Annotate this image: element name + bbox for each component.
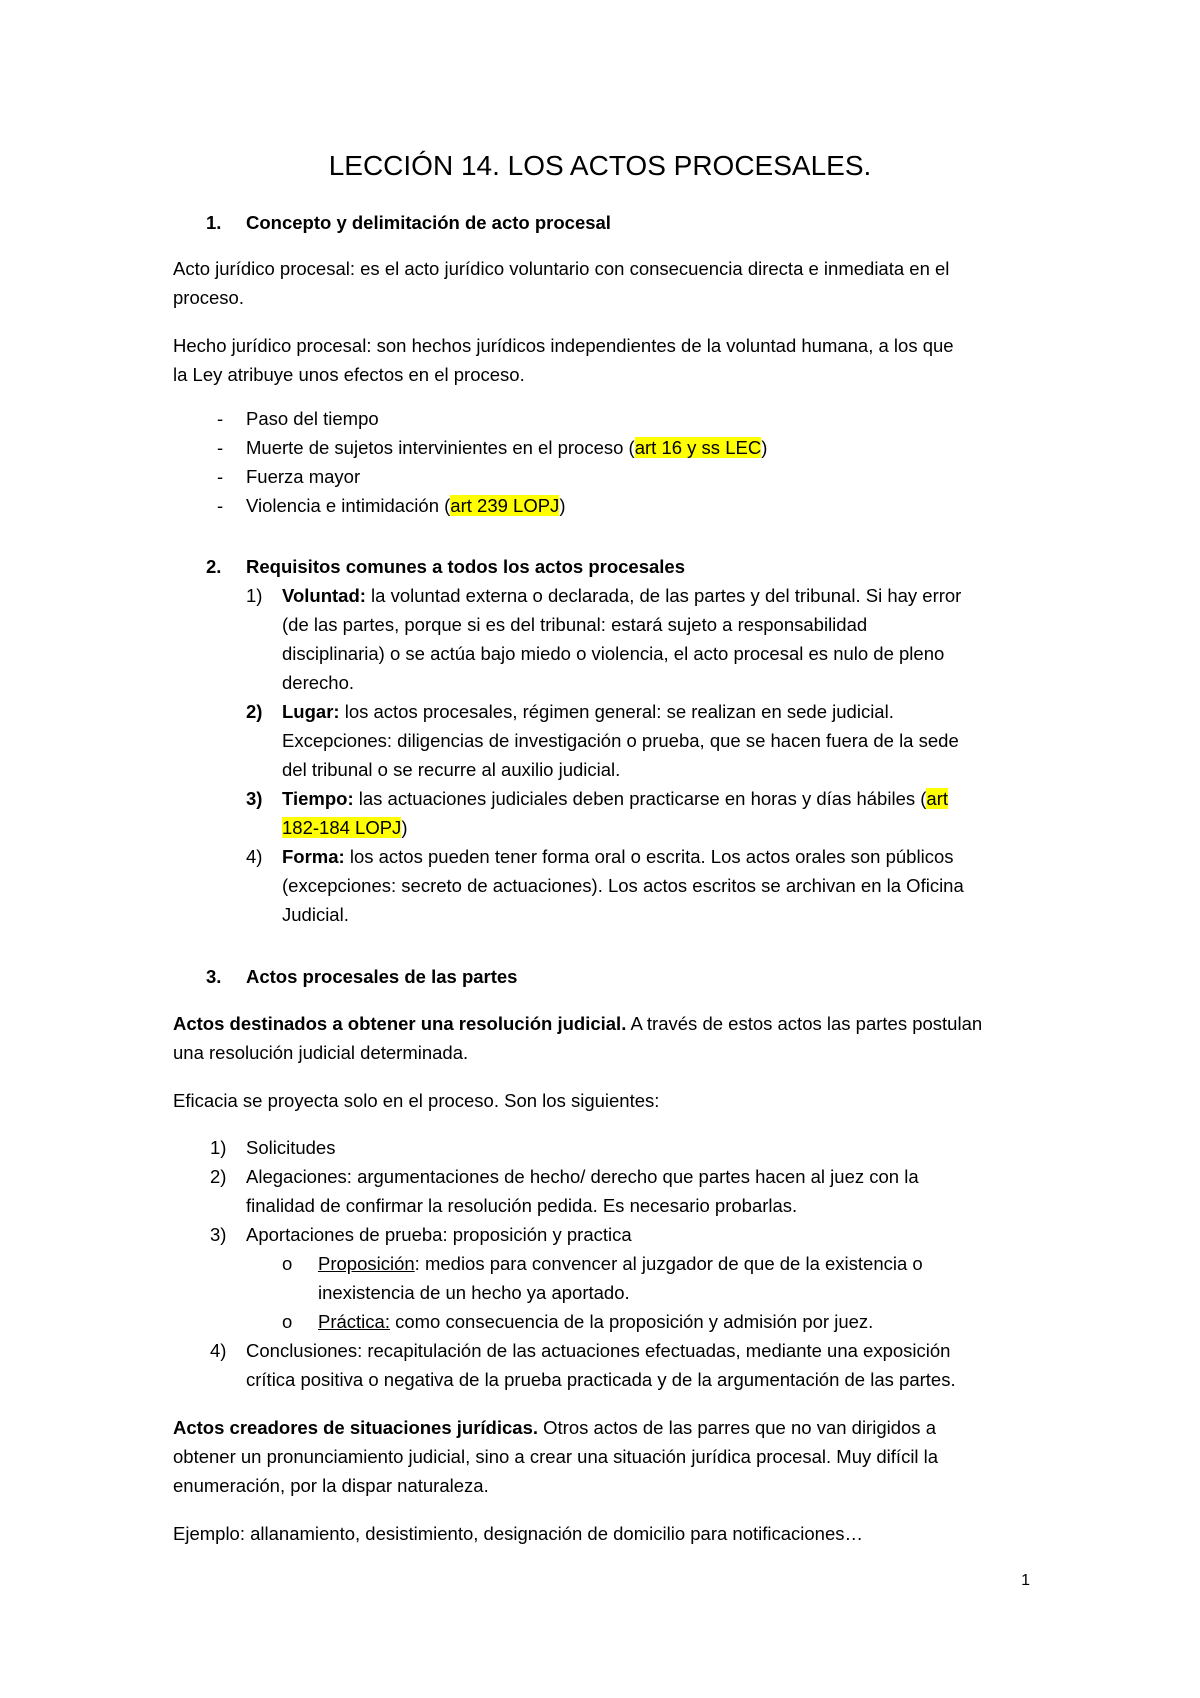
- item-number: 3): [210, 1224, 227, 1245]
- paragraph-line: la Ley atribuye unos efectos en el proceso.: [173, 364, 525, 385]
- list-item-line: Forma: los actos pueden tener forma oral o escrita. Los actos orales son públicos: [282, 846, 954, 867]
- sub-list-item-line: Proposición: medios para convencer al juzgador de que de la existencia o: [318, 1253, 923, 1274]
- paragraph-line: Actos destinados a obtener una resolución judicial. A través de estos actos las partes postulan: [173, 1013, 983, 1034]
- section-1-number: 1.: [206, 212, 222, 233]
- sub-bullet: o: [282, 1253, 293, 1274]
- bullet-dash: -: [217, 495, 224, 516]
- list-item-line: finalidad de confirmar la resolución pedida. Es necesario probarlas.: [246, 1195, 798, 1216]
- list-item-line: Conclusiones: recapitulación de las actuaciones efectuadas, mediante una exposición: [246, 1340, 951, 1361]
- item-number: 4): [210, 1340, 227, 1361]
- item-number: 2): [246, 701, 263, 722]
- list-item: Violencia e intimidación (art 239 LOPJ): [246, 495, 566, 516]
- list-item-line: Tiempo: las actuaciones judiciales deben practicarse en horas y días hábiles (art: [282, 788, 948, 809]
- highlight: art 239 LOPJ: [450, 495, 560, 516]
- section-3-number: 3.: [206, 966, 222, 987]
- paragraph-line: proceso.: [173, 287, 244, 308]
- item-number: 2): [210, 1166, 227, 1187]
- page-number: 1: [1021, 1572, 1030, 1589]
- sub-bullet: o: [282, 1311, 293, 1332]
- paragraph-line: Hecho jurídico procesal: son hechos jurídicos independientes de la voluntad humana, a los que: [173, 335, 954, 356]
- bullet-dash: -: [217, 408, 224, 429]
- paragraph-line: una resolución judicial determinada.: [173, 1042, 469, 1063]
- list-item: Fuerza mayor: [246, 466, 361, 487]
- list-item-line: Voluntad: la voluntad externa o declarada, de las partes y del tribunal. Si hay error: [282, 585, 962, 606]
- list-item-line: (de las partes, porque si es del tribunal: estará sujeto a responsabilidad: [282, 614, 868, 635]
- list-item-line: derecho.: [282, 672, 354, 693]
- paragraph-line: Eficacia se proyecta solo en el proceso. Son los siguientes:: [173, 1090, 660, 1111]
- list-item: Muerte de sujetos intervinientes en el proceso (art 16 y ss LEC): [246, 437, 768, 458]
- sub-list-item-line: inexistencia de un hecho ya aportado.: [318, 1282, 630, 1303]
- highlight: art: [926, 788, 948, 809]
- list-item-line: Lugar: los actos procesales, régimen general: se realizan en sede judicial.: [282, 701, 894, 722]
- highlight: 182-184 LOPJ: [282, 817, 402, 838]
- paragraph-line: Acto jurídico procesal: es el acto jurídico voluntario con consecuencia directa e inmediata en el: [173, 258, 950, 279]
- list-item-line: disciplinaria) o se actúa bajo miedo o violencia, el acto procesal es nulo de pleno: [282, 643, 945, 664]
- list-item: Paso del tiempo: [246, 408, 379, 429]
- list-item-line: Alegaciones: argumentaciones de hecho/ derecho que partes hacen al juez con la: [246, 1166, 919, 1187]
- item-number: 4): [246, 846, 263, 867]
- paragraph-line: Ejemplo: allanamiento, desistimiento, designación de domicilio para notificaciones…: [173, 1523, 864, 1544]
- page-title: LECCIÓN 14. LOS ACTOS PROCESALES.: [328, 150, 872, 181]
- bullet-dash: -: [217, 437, 224, 458]
- list-item-line: Excepciones: diligencias de investigación o prueba, que se hacen fuera de la sede: [282, 730, 959, 751]
- paragraph-line: enumeración, por la dispar naturaleza.: [173, 1475, 489, 1496]
- list-item: Aportaciones de prueba: proposición y practica: [246, 1224, 632, 1245]
- list-item-line: 182-184 LOPJ): [282, 817, 408, 838]
- list-item-line: crítica positiva o negativa de la prueba practicada y de la argumentación de las partes.: [246, 1369, 956, 1390]
- list-item-line: del tribunal o se recurre al auxilio judicial.: [282, 759, 621, 780]
- bullet-dash: -: [217, 466, 224, 487]
- list-item-line: Judicial.: [282, 904, 349, 925]
- sub-list-item-line: Práctica: como consecuencia de la proposición y admisión por juez.: [318, 1311, 874, 1332]
- item-number: 3): [246, 788, 263, 809]
- highlight: art 16 y ss LEC: [634, 437, 762, 458]
- section-2-heading: Requisitos comunes a todos los actos procesales: [246, 556, 685, 577]
- item-number: 1): [246, 585, 263, 606]
- section-3-heading: Actos procesales de las partes: [246, 966, 518, 987]
- item-number: 1): [210, 1137, 227, 1158]
- section-2-number: 2.: [206, 556, 222, 577]
- list-item-line: (excepciones: secreto de actuaciones). Los actos escritos se archivan en la Oficina: [282, 875, 964, 896]
- section-1-heading: Concepto y delimitación de acto procesal: [246, 212, 611, 233]
- paragraph-line: Actos creadores de situaciones jurídicas. Otros actos de las parres que no van dirigidos a: [173, 1417, 936, 1438]
- list-item: Solicitudes: [246, 1137, 336, 1158]
- paragraph-line: obtener un pronunciamiento judicial, sino a crear una situación jurídica procesal. Muy difícil la: [173, 1446, 939, 1467]
